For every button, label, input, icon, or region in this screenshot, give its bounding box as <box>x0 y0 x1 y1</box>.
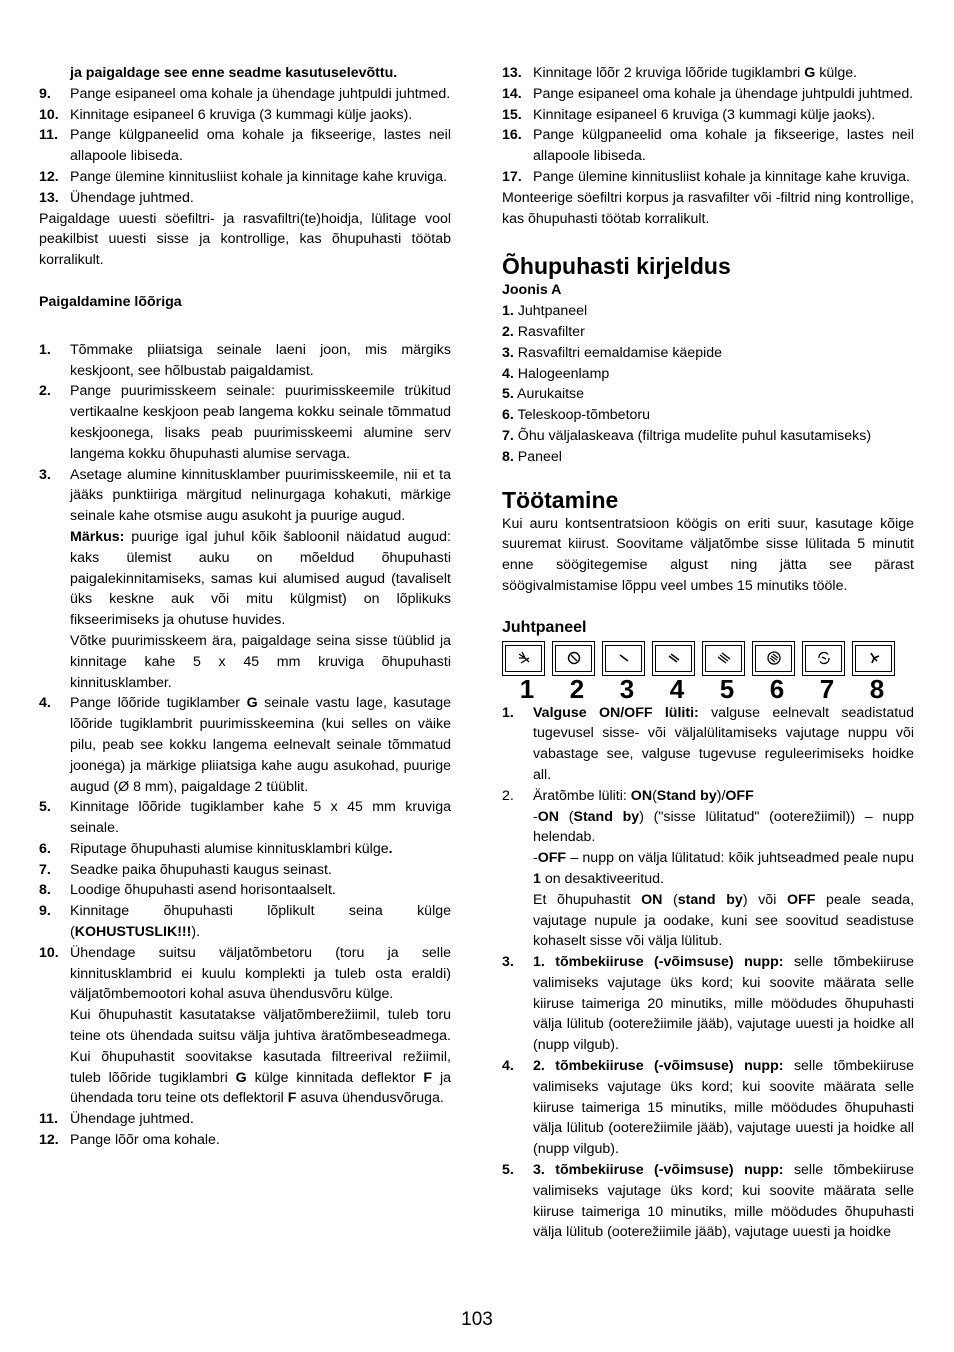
list-item-3: 3. Asetage alumine kinnitusklamber puurimisskeemile, nii et ta jääks punktiiriga märgitud nelinurgaga kohakuti, märkige seinale kahe otsmise augu asukoht ja puurige augud. Märkus: puurige igal juhul kõik šabloonil näidatud augud: kaks ülemist auku on mõeldud õhupuhasti paigalekinnitamiseks, samas kui alumised augud (tavaliselt üks keskne auk või mitu külgmist) on lõplikuks fikseerimiseks ja ohutuse huvides. Võtke puurimisskeem ära, paigaldage seina sisse tüüblid ja kinnitage kahe 5 x 45 mm kruviga õhupuhasti kinnitusklamber. <box>39 466 451 691</box>
list-item: 11. Pange külgpaneelid oma kohale ja fikseerige, lastes neil allapoole libiseda. <box>39 127 451 165</box>
part-item: 5. Aurukaitse <box>502 386 585 403</box>
control-item-2: 2. Äratõmbe lüliti: ON(Stand by)/OFF -ON (Stand by) ("sisse lülitatud" (ooterežiimil)) – nupp helendab. -OFF – nupp on välja lülitatud: kõik juhtseadmed peale nupu 1 on desaktiveeritud. Et õhupuhastit ON (stand by) või OFF peale seada, vajutage nupule ja oodake, kuni see soovitud seadistuse kohaselt sisse või välja lülitub. <box>502 787 915 950</box>
intensive-speed-icon <box>766 650 782 666</box>
list-item-10: 10. Ühendage suitsu väljatõmbetoru (toru ja selle kinnitusklambrid ei kuulu komplekti ja tuleb osta eraldi) väljatõmbemootori kohal asuva ühendusvõru külge. Kui õhupuhastit kasutatakse väljatõmberežiimil, tuleb toru teine ots ühendada suitsu välja juhtiva äratõmbeseadmega. Kui õhupuhastit soovitakse kasutada filtreerival režiimil, tuleb lõõride tugiklambri G külge kinnitada deflektor F ja ühendada toru teine ots deflektoril F asuva ühendusvõruga. <box>39 944 451 1107</box>
intro-line <box>39 63 451 84</box>
intro-bold: ja paigaldage see enne seadme kasutuselevõttu. <box>70 65 398 81</box>
list-item-11: 11. Ühendage juhtmed. <box>39 1111 194 1128</box>
control-item-4: 4. 2. tõmbekiiruse (-võimsuse) nupp: selle tõmbekiiruse valimiseks vajutage üks kord; kui soovite määrata selle kiiruse taimeriga 15 minutiks, mille möödudes õhupuhasti välja lülitub (ooterežiimile jääb), vajutage uuesti ja hoidke all (nupp vilgub). <box>502 1058 914 1158</box>
fan-icon <box>866 650 882 666</box>
speed-2-icon <box>666 650 682 666</box>
section-title: Paigaldamine lõõriga <box>39 293 182 310</box>
note: Märkus: puurige igal juhul kõik šabloonil näidatud augud: kaks ülemist auku on mõeldud õhupuhasti paigalekinnitamiseks, samas kui alumised augud (tavaliselt üks keskne auk või mitu külgmist) on lõplikuks fikseerimiseks ja ohutuse huvides. <box>70 528 451 629</box>
panel-number: 1 <box>519 673 535 704</box>
part-item: 8. Paneel <box>502 448 562 465</box>
parts-list <box>502 301 914 467</box>
panel-title: Juhtpaneel <box>502 618 587 636</box>
speed-3-button[interactable] <box>702 641 745 676</box>
panel-number: 8 <box>869 673 885 704</box>
filter-button[interactable] <box>802 641 845 676</box>
speed-2-button[interactable] <box>652 641 695 676</box>
light-button[interactable] <box>502 641 545 676</box>
panel-number: 5 <box>719 673 735 704</box>
speed-4-button[interactable] <box>752 641 795 676</box>
power-icon <box>566 650 582 666</box>
panel-number: 2 <box>569 673 585 704</box>
fan-button[interactable] <box>852 641 895 676</box>
control-item-1: 1. Valguse ON/OFF lüliti: valguse eelnevalt seadistatud tugevusel sisse- või väljalülitamiseks vajutage nuppu või vabastage see, valguse tugevuse reguleerimiseks hoidke all. <box>502 704 915 783</box>
heading-description: Õhupuhasti kirjeldus <box>502 253 731 280</box>
right-column <box>502 63 914 1243</box>
paragraph-operation: Kui auru kontsentratsioon köögis on eriti suur, kasutage kõige suuremat kiirust. Soovitame väljatõmbe sisse lülitada 5 minutit enne söögitegemise algust ning jätta see pärast söögivalmistamise lõppu veel umbes 15 minutiks tööle. <box>502 515 914 594</box>
control-item-5: 5. 3. tõmbekiiruse (-võimsuse) nupp: selle tõmbekiiruse valimiseks vajutage üks kord; kui soovite määrata selle kiiruse taimeriga 10 minutiks, mille möödudes õhupuhasti välja lülitub (ooterežiimile jääb), vajutage uuesti ja hoidke <box>502 1162 914 1241</box>
list-item-7: 7. Seadke paika õhupuhasti kaugus seinast. <box>39 861 332 878</box>
list-item: 10. Kinnitage esipaneel 6 kruviga (3 kummagi külje jaoks). <box>39 106 413 123</box>
filter-reset-icon <box>816 650 832 666</box>
lamp-icon <box>516 650 532 666</box>
paragraph-reinstall: Paigaldage uuesti söefiltri- ja rasvafiltri(te)hoidja, lülitage vool peakilbist uuesti sisse ja kontrollige, kas õhupuhasti töötab korralikult. <box>39 210 451 269</box>
list-item-15: 15. Kinnitage esipaneel 6 kruviga (3 kummagi külje jaoks). <box>502 106 876 123</box>
speed-3-icon <box>716 650 732 666</box>
list-item: 13. Ühendage juhtmed. <box>39 189 194 206</box>
list-item-5: 5. Kinnitage lõõride tugiklamber kahe 5 x 45 mm kruviga seinale. <box>39 799 451 837</box>
part-item: 1. Juhtpaneel <box>502 303 588 320</box>
paragraph-mount: Monteerige söefiltri korpus ja rasvafilter või -filtrid ning kontrollige, kas õhupuhasti töötab korralikult. <box>502 189 914 227</box>
power-button[interactable] <box>552 641 595 676</box>
list-item-2: 2. Pange puurimisskeem seinale: puurimisskeemile trükitud vertikaalne keskjoon peab langema kokku seinale tõmmatud keskjoonega, lisaks peab puurimisskeemi alumine serv langema kokku õhupuhasti alumise servaga. <box>39 383 451 462</box>
figure-label: Joonis A <box>502 282 562 299</box>
assembly-list-1 <box>39 84 451 209</box>
list-item: 9. Pange esipaneel oma kohale ja ühendage juhtpuldi juhtmed. <box>39 85 451 102</box>
panel-number: 6 <box>769 673 785 704</box>
part-item: 6. Teleskoop-tõmbetoru <box>502 407 651 424</box>
list-item-16: 16. Pange külgpaneelid oma kohale ja fikseerige, lastes neil allapoole libiseda. <box>502 127 914 165</box>
left-column <box>39 63 451 1151</box>
speed-1-icon <box>616 650 632 666</box>
page-number: 103 <box>461 1309 493 1330</box>
list-item-9: 9. Kinnitage õhupuhasti lõplikult seina külge (KOHUSTUSLIK!!!). <box>39 903 451 941</box>
list-item-8: 8. Loodige õhupuhasti asend horisontaalselt. <box>39 882 336 899</box>
list-item-17: 17. Pange ülemine kinnitusliist kohale ja kinnitage kahe kruviga. <box>502 168 910 185</box>
list-item-12: 12. Pange lõõr oma kohale. <box>39 1132 220 1149</box>
list-item-4: 4. Pange lõõride tugiklamber G seinale vastu lage, kasutage lõõride tugiklambrit puurimisskeemina (kui selles on väike pilu, peab see kokku langema eelnevalt seinale tõmmatud joonega) ja märkige pliiatsiga kahe augu asukohad, puurige augud (Ø 8 mm), paigaldage 2 tüüblit. <box>39 695 452 795</box>
control-panel <box>502 641 902 676</box>
list-item-1: 1. Tõmmake pliiatsiga seinale laeni joon, mis märgiks keskjoont, see hõlbustab paigaldamist. <box>39 341 451 379</box>
heading-operation: Töötamine <box>502 486 619 513</box>
speed-1-button[interactable] <box>602 641 645 676</box>
control-panel-numbers <box>502 675 902 703</box>
part-item: 4. Halogeenlamp <box>502 365 610 382</box>
list-item-6: 6. Riputage õhupuhasti alumise kinnitusklambri külge. <box>39 840 393 857</box>
panel-number: 4 <box>669 673 685 704</box>
part-item: 3. Rasvafiltri eemaldamise käepide <box>502 344 723 361</box>
list-item-13: 13. Kinnitage lõõr 2 kruviga lõõride tugiklambri G külge. <box>502 65 858 81</box>
part-item: 2. Rasvafilter <box>502 323 585 340</box>
panel-number: 3 <box>619 673 635 704</box>
part-item: 7. Õhu väljalaskeava (filtriga mudelite puhul kasutamiseks) <box>502 427 872 444</box>
list-item: 12. Pange ülemine kinnitusliist kohale ja kinnitage kahe kruviga. <box>39 168 447 185</box>
control-item-3: 3. 1. tõmbekiiruse (-võimsuse) nupp: selle tõmbekiiruse valimiseks vajutage üks kord; kui soovite määrata selle kiiruse taimeriga 20 minutiks, mille möödudes õhupuhasti välja lülitub (ooterežiimile jääb), vajutage uuesti ja hoidke all (nupp vilgub). <box>502 954 914 1054</box>
list-item-14: 14. Pange esipaneel oma kohale ja ühendage juhtpuldi juhtmed. <box>502 85 914 102</box>
panel-number: 7 <box>819 673 835 704</box>
